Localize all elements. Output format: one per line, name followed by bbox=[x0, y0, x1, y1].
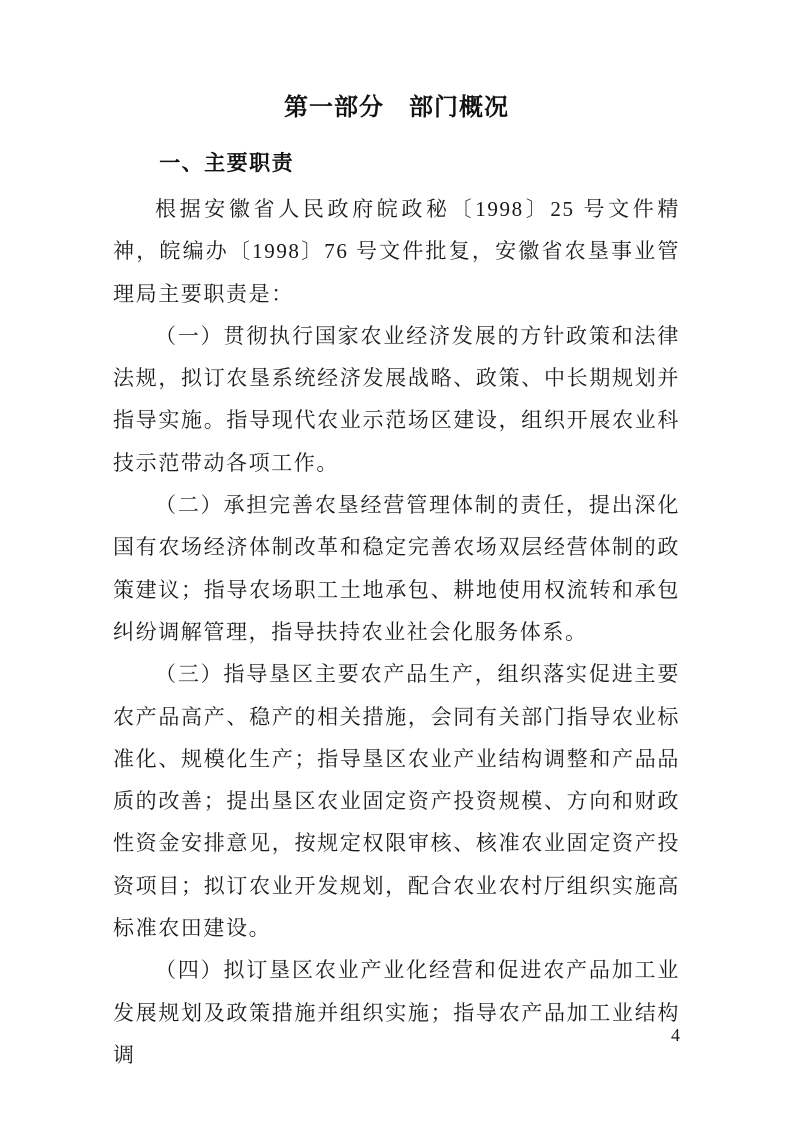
body-paragraph-item-1: （一）贯彻执行国家农业经济发展的方针政策和法律法规，拟订农垦系统经济发展战略、政策、中长期规划并指导实施。指导现代农业示范场区建设，组织开展农业科技示范带动各项工作。 bbox=[113, 323, 680, 475]
body-paragraph-item-2: （二）承担完善农垦经营管理体制的责任，提出深化国有农场经济体制改革和稳定完善农场双层经营体制的政策建议；指导农场职工土地承包、耕地使用权流转和承包纠纷调解管理，指导扶持农业社会化服务体系。 bbox=[113, 493, 680, 644]
body-paragraph-item-4: （四）拟订垦区农业产业化经营和促进农产品加工业发展规划及政策措施并组织实施；指导农产品加工业结构调 bbox=[113, 958, 680, 1067]
body-paragraph-intro: 根据安徽省人民政府皖政秘〔1998〕25 号文件精神，皖编办〔1998〕76 号文件批复，安徽省农垦事业管理局主要职责是： bbox=[113, 197, 680, 306]
page-number: 4 bbox=[671, 1025, 680, 1045]
section-heading: 一、主要职责 bbox=[159, 152, 295, 175]
body-paragraph-item-3: （三）指导垦区主要农产品生产，组织落实促进主要农产品高产、稳产的相关措施，会同有关部门指导农业标准化、规模化生产；指导垦区农业产业结构调整和产品品质的改善；提出垦区农业固定资产投资规模、方向和财政性资金安排意见，按规定权限审核、核准农业固定资产投资项目；拟订农业开发规划，配合农业农村厅组织实施高标准农田建设。 bbox=[113, 662, 680, 941]
page-title: 第一部分 部门概况 bbox=[284, 94, 509, 121]
